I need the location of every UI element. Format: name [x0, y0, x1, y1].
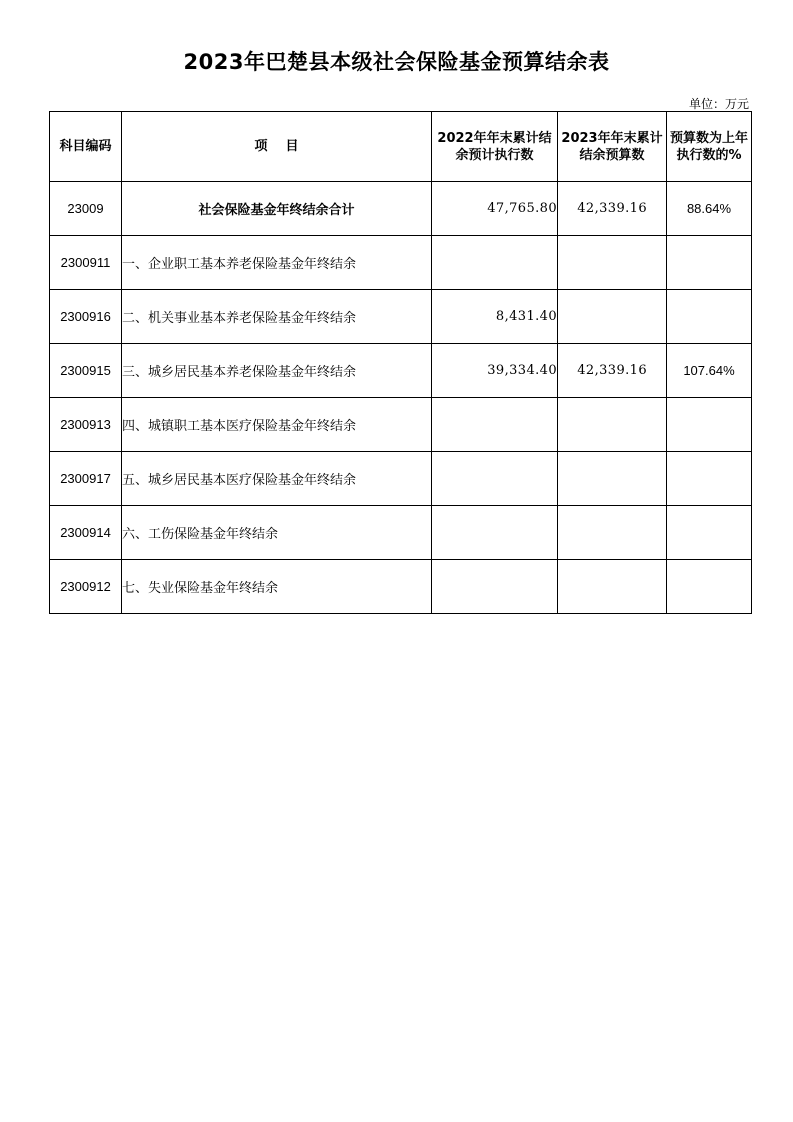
- table-row-total: [50, 182, 752, 236]
- row-pct: 88.64%: [667, 182, 752, 236]
- row-name: 社会保险基金年终结余合计: [122, 182, 432, 236]
- row-code: 2300911: [50, 236, 122, 290]
- row-code: 2300917: [50, 452, 122, 506]
- row-pct: [667, 236, 752, 290]
- row-budget-2023: [558, 506, 667, 560]
- row-name: 七、失业保险基金年终结余: [122, 560, 432, 614]
- header-item: 项 目: [122, 112, 432, 182]
- header-exec-2022: 2022年年末累计结余预计执行数: [432, 112, 558, 182]
- row-budget-2023: [558, 398, 667, 452]
- row-pct: [667, 398, 752, 452]
- row-name: 四、城镇职工基本医疗保险基金年终结余: [122, 398, 432, 452]
- table-row: [50, 344, 752, 398]
- row-code: 23009: [50, 182, 122, 236]
- row-code: 2300912: [50, 560, 122, 614]
- row-exec-2022: [432, 560, 558, 614]
- table-row: [50, 506, 752, 560]
- row-exec-2022: [432, 452, 558, 506]
- row-name: 三、城乡居民基本养老保险基金年终结余: [122, 344, 432, 398]
- row-budget-2023: [558, 236, 667, 290]
- header-pct: 预算数为上年执行数的%: [667, 112, 752, 182]
- row-budget-2023: 42,339.16: [558, 344, 667, 398]
- table-row: [50, 236, 752, 290]
- row-pct: [667, 290, 752, 344]
- row-exec-2022: [432, 236, 558, 290]
- row-code: 2300916: [50, 290, 122, 344]
- page-title: 2023年巴楚县本级社会保险基金预算结余表: [183, 50, 610, 74]
- row-budget-2023: [558, 452, 667, 506]
- header-code: 科目编码: [50, 112, 122, 182]
- row-budget-2023: [558, 560, 667, 614]
- budget-balance-table: [49, 111, 752, 614]
- row-exec-2022: 8,431.40: [432, 290, 558, 344]
- row-name: 一、企业职工基本养老保险基金年终结余: [122, 236, 432, 290]
- row-name: 五、城乡居民基本医疗保险基金年终结余: [122, 452, 432, 506]
- row-code: 2300915: [50, 344, 122, 398]
- table-header-row: [50, 112, 752, 182]
- row-pct: [667, 560, 752, 614]
- row-exec-2022: [432, 398, 558, 452]
- row-exec-2022: [432, 506, 558, 560]
- row-code: 2300913: [50, 398, 122, 452]
- row-budget-2023: 42,339.16: [558, 182, 667, 236]
- table-row: [50, 290, 752, 344]
- row-budget-2023: [558, 290, 667, 344]
- unit-label: 单位：万元: [688, 97, 749, 111]
- row-pct: [667, 506, 752, 560]
- header-budget-2023: 2023年年末累计结余预算数: [558, 112, 667, 182]
- row-pct: 107.64%: [667, 344, 752, 398]
- table-row: [50, 452, 752, 506]
- row-name: 二、机关事业基本养老保险基金年终结余: [122, 290, 432, 344]
- row-exec-2022: 39,334.40: [432, 344, 558, 398]
- row-code: 2300914: [50, 506, 122, 560]
- row-exec-2022: 47,765.80: [432, 182, 558, 236]
- table-row: [50, 560, 752, 614]
- table-row: [50, 398, 752, 452]
- row-pct: [667, 452, 752, 506]
- row-name: 六、工伤保险基金年终结余: [122, 506, 432, 560]
